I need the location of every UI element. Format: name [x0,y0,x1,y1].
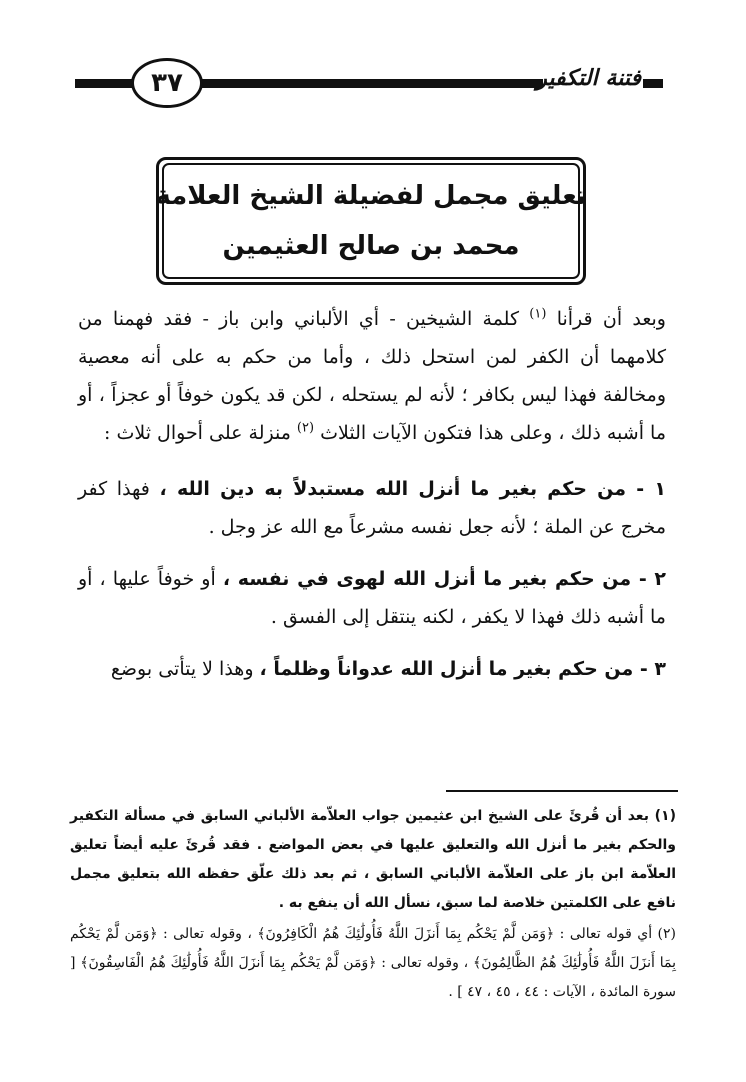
header-rule-left [75,79,135,88]
point-1 [78,470,666,546]
section-title-box [156,157,586,285]
section-title-line-2: محمد بن صالح العثيمين [222,231,520,261]
header-rule-right [643,79,663,88]
point-3 [78,650,666,688]
footnote-1: (١) بعد أن قُرئَ على الشيخ ابن عثيمين جواب العلاّمة الألباني السابق في مسألة التكفير والحكم بغير ما أنزل الله والتعليق عليها في بعض المواضع . فقد قُرئَ عليه أيضاً تعليق العلاّمة ابن باز على العلاّمة الألباني السابق ، ثم بعد ذلك علّق حفظه الله بتعليق مجمل نافع على الكلمتين خلاصة لما سبق، نسأل الله أن ينفع به . [70,808,676,911]
main-text [78,300,666,702]
section-title-frame [155,163,587,279]
intro-paragraph [78,300,666,452]
footnote-ref-1: (١) [529,306,547,322]
footnote-ref-2: (٢) [296,420,315,436]
intro-text-c: منزلة على أحوال ثلاث : [104,422,291,444]
point-2 [78,560,666,636]
intro-text-b: كلمة الشيخين - أي الألباني وابن باز - فقد فهمنا من كلامهما أن الكفر لمن استحل ذلك ، وأما من حكم به على أنه معصية ومخالفة فهذا ليس بكافر ؛ لأنه لم يستحله ، لكن قد يكون خوفاً أو عجزاً ، أو ما أشبه ذلك ، وعلى هذا فتكون الآيات الثلاث [78,308,666,444]
header-rule-middle [193,79,543,88]
point-1-text: فهذا كفر مخرج عن الملة ؛ لأنه جعل نفسه مشرعاً مع الله عز وجل . [78,478,666,538]
footnote-2: (٢) أي قوله تعالى : ﴿وَمَن لَّمْ يَحْكُم بِمَا أَنزَلَ اللَّهُ فَأُولَٰئِكَ هُمُ الْكَافِرُونَ﴾ ، وقوله تعالى : ﴿وَمَن لَّمْ يَحْكُم بِمَا أَنزَلَ اللَّهُ فَأُولَٰئِكَ هُمُ الظَّالِمُونَ﴾ ، وقوله تعالى : ﴿وَمَن لَّمْ يَحْكُم بِمَا أَنزَلَ اللَّهُ فَأُولَٰئِكَ هُمُ الْفَاسِقُونَ﴾ [ سورة المائدة ، الآيات : ٤٤ ، ٤٥ ، ٤٧ ] . [70,926,676,1000]
page-number: ٣٧ [131,58,203,108]
point-2-lead: ٢ - من حكم بغير ما أنزل الله لهوى في نفسه ، [222,568,666,590]
point-2-text: أو خوفاً عليها ، أو ما أشبه ذلك فهذا لا يكفر ، لكنه ينتقل إلى الفسق . [78,568,666,628]
point-3-lead: ٣ - من حكم بغير ما أنزل الله عدواناً وظلماً ، [259,658,666,680]
point-3-text: وهذا لا يتأتى بوضع [110,658,254,680]
running-title: فتنة التكفير [536,66,641,91]
section-title-line-1: تعليق مجمل لفضيلة الشيخ العلامة [155,181,587,211]
intro-text-a: وبعد أن قرأنا [556,308,666,330]
page-header [75,52,675,116]
footnote-separator [446,790,678,792]
footnotes [70,802,676,1009]
point-1-lead: ١ - من حكم بغير ما أنزل الله مستبدلاً به دين الله ، [159,478,666,500]
